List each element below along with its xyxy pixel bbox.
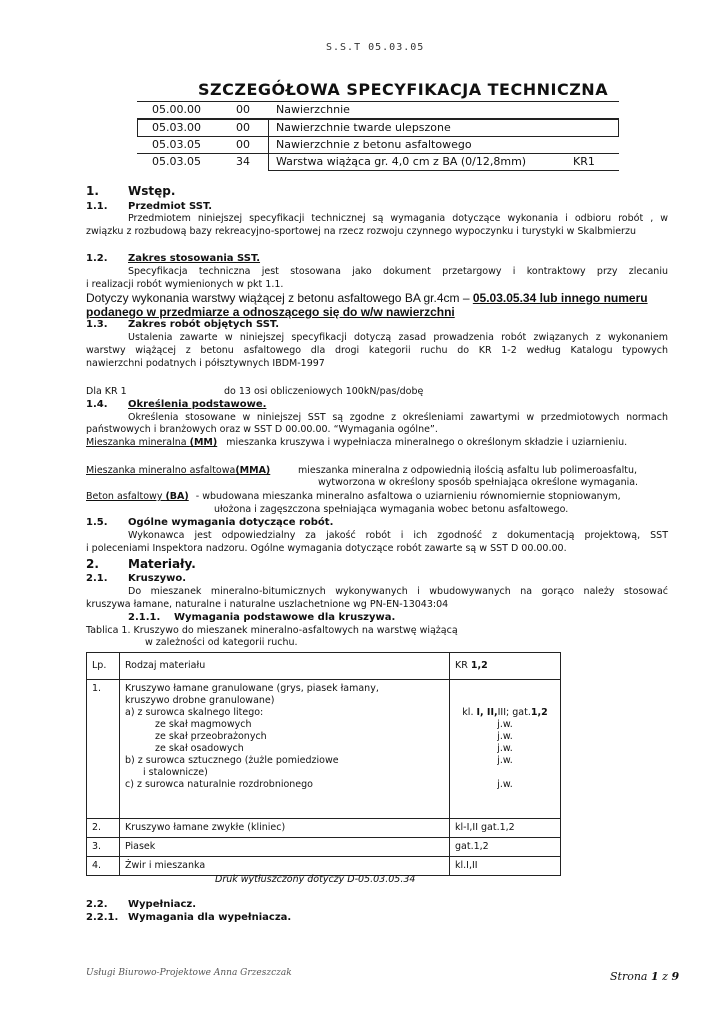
material-line: b) z surowca sztucznego (żużle pomiedziowe [125, 755, 339, 766]
cell-material: Piasek [120, 838, 450, 857]
header-material: Rodzaj materiału [120, 653, 450, 680]
paragraph-line: Ustalenia zawarte w niniejszej specyfikacji dotyczą zasad prowadzenia robót związanych z wykonaniem [128, 332, 668, 343]
page-title: SZCZEGÓŁOWA SPECYFIKACJA TECHNICZNA [198, 80, 609, 99]
cell-lp: 4. [87, 857, 120, 876]
spec-name: Warstwa wiążąca gr. 4,0 cm z BA (0/12,8mm) [276, 155, 527, 168]
traffic-category: Dla KR 1 [86, 386, 127, 397]
paragraph-line: i realizacji robót wymienionych w pkt 1.1. [86, 279, 284, 290]
paragraph-line: i poleceniami Inspektora nadzoru. Ogólne wymagania dotyczące robót zawarte są w SST D 00.00.00. [86, 543, 567, 554]
spec-cell-divider [268, 153, 269, 170]
definition-mma [86, 465, 270, 477]
subsection-title: Wymagania dla wypełniacza. [128, 912, 292, 923]
spec-cell-divider [268, 119, 269, 137]
table-row [87, 819, 561, 838]
kr-same: j.w. [497, 779, 513, 790]
header-kr-label: KR [455, 660, 471, 671]
kr-same: j.w. [497, 755, 513, 766]
paragraph-line: kruszywa łamane, naturalne i naturalne uszlachetnione wg PN-EN-13043:04 [86, 599, 449, 610]
paragraph-line: związku z rozbudową bazy rekreacyjno-sportowej na rzecz rozwoju czynnego wypoczynku i turystyki w Skalbmierzu [86, 226, 636, 237]
cell-material: Kruszywo łamane zwykłe (kliniec) [120, 819, 450, 838]
footer-company: Usługi Biurowo-Projektowe Anna Grzeszczak [86, 968, 292, 978]
spec-code: 05.03.00 [152, 121, 201, 134]
section-number: 1. [86, 184, 99, 198]
definition-abbr: (MM) [189, 437, 218, 448]
scope-note-continuation: podanego w przedmiarze a odnoszącego się do w/w nawierzchni [86, 305, 455, 319]
spec-num: 00 [236, 121, 250, 134]
definition-abbr: (MMA) [235, 465, 271, 476]
materials-table [86, 652, 561, 876]
paragraph-line: Specyfikacja techniczna jest stosowana jako dokument przetargowy i kontraktowy przy zlecaniu [128, 266, 668, 277]
definition-term: Mieszanka mineralna [86, 437, 190, 448]
cell-material: Żwir i mieszanka [120, 857, 450, 876]
paragraph-line: Przedmiotem niniejszej specyfikacji technicznej są wymagania dotyczące wykonania i odbioru robót , w [128, 213, 668, 224]
definition-text: - wbudowana mieszanka mineralno asfaltowa o uziarnieniu równomiernie stopniowanym, [195, 491, 621, 502]
cell-lp: 1. [87, 680, 120, 819]
header-lp: Lp. [87, 653, 120, 680]
cell-kr: kl.I,II [450, 857, 561, 876]
definition-term: Mieszanka mineralno asfaltowa [86, 465, 236, 476]
definition-term: Beton asfaltowy [86, 491, 166, 502]
spec-name: Nawierzchnie [276, 103, 350, 116]
definition-mm [86, 437, 627, 449]
table-caption: w zależności od kategorii ruchu. [145, 637, 298, 648]
paragraph-line: warstwy wiążącej z betonu asfaltowego dla drogi kategorii ruchu do KR 1-2 według Katalogu typowych [86, 345, 668, 356]
title-underline [137, 101, 619, 102]
subsection-title: Zakres robót objętych SST. [128, 319, 280, 330]
subsection-number: 1.1. [86, 201, 108, 212]
scope-note-text: Dotyczy wykonania warstwy wiążącej z betonu asfaltowego BA gr.4cm – [86, 291, 473, 305]
definition-ba [86, 491, 621, 503]
spec-divider [268, 170, 619, 171]
spec-divider [137, 153, 619, 154]
spec-num: 34 [236, 155, 250, 168]
subsection-title: Kruszywo. [128, 573, 186, 584]
kr-bold: I, II, [476, 707, 498, 718]
kr-same: j.w. [497, 743, 513, 754]
subsection-number: 2.1. [86, 573, 108, 584]
kr-text: kl. [462, 707, 477, 718]
table-row [87, 838, 561, 857]
subsection-number: 1.2. [86, 253, 108, 264]
material-line: Kruszywo łamane granulowane (grys, piasek łamany, [125, 683, 379, 694]
material-line: c) z surowca naturalnie rozdrobnionego [125, 779, 313, 790]
definition-text: ułożona i zagęszczona spełniająca wymagania wobec betonu asfaltowego. [214, 504, 569, 515]
subsection-title: Zakres stosowania SST. [128, 253, 261, 264]
subsection-title: Określenia podstawowe. [128, 399, 267, 410]
section-title: Wstęp. [128, 184, 176, 198]
spec-num: 00 [236, 138, 250, 151]
subsection-title: Wymagania podstawowe dla kruszywa. [174, 612, 396, 623]
definition-abbr: (BA) [165, 491, 189, 502]
subsection-number: 2.2. [86, 899, 108, 910]
paragraph-line: państwowych i branżowych oraz w SST D 00.00.00. “Wymagania ogólne”. [86, 424, 438, 435]
spec-extra: KR1 [573, 155, 595, 168]
table-row [87, 857, 561, 876]
section-number: 2. [86, 557, 99, 571]
page-current: 1 [650, 970, 659, 983]
paragraph-line: nawierzchni podatnych i półsztywnych IBDM-1997 [86, 358, 325, 369]
spec-name: Nawierzchnie twarde ulepszone [276, 121, 451, 134]
material-line: ze skał magmowych [155, 719, 252, 730]
cell-kr [450, 680, 561, 819]
paragraph-line: Do mieszanek mineralno-bitumicznych wykonywanych i wbudowywanych na gorąco należy stosować [128, 586, 668, 597]
page-separator: z [658, 970, 672, 983]
paragraph-line: Określenia stosowane w niniejszej SST są zgodne z określeniami zawartymi w przedmiotowych normach [128, 412, 668, 423]
page-number [610, 970, 679, 983]
document-code: S.S.T 05.03.05 [326, 42, 425, 53]
kr-bold: 1,2 [530, 707, 548, 718]
header-kr-value: 1,2 [470, 660, 488, 671]
spec-cell-divider [268, 137, 269, 153]
cell-kr: kl-I,II gat.1,2 [450, 819, 561, 838]
material-line: ze skał osadowych [155, 743, 244, 754]
subsection-number: 2.2.1. [86, 912, 119, 923]
section-title: Materiały. [128, 557, 196, 571]
material-line: i stalownicze) [143, 767, 208, 778]
material-line: kruszywo drobne granulowane) [125, 695, 275, 706]
subsection-number: 1.3. [86, 319, 108, 330]
material-line: a) z surowca skalnego litego: [125, 707, 264, 718]
cell-lp: 3. [87, 838, 120, 857]
table-note: Druk wytłuszczony dotyczy D-05.03.05.34 [215, 874, 416, 885]
page-total: 9 [671, 970, 680, 983]
definition-text: wytworzona w określony sposób spełniająca określone wymagania. [318, 477, 639, 488]
spec-code: 05.00.00 [152, 103, 201, 116]
subsection-title: Wypełniacz. [128, 899, 197, 910]
spec-code: 05.03.05 [152, 155, 201, 168]
paragraph-line: Wykonawca jest odpowiedzialny za jakość robót i ich zgodność z dokumentacją projektową, SST [128, 530, 668, 541]
subsection-number: 1.4. [86, 399, 108, 410]
kr-text: III; gat. [497, 707, 531, 718]
page-label: Strona [610, 970, 651, 983]
kr-same: j.w. [497, 731, 513, 742]
scope-note [86, 291, 648, 305]
material-line: ze skał przeobrażonych [155, 731, 267, 742]
subsection-title: Przedmiot SST. [128, 201, 213, 212]
header-kr [450, 653, 561, 680]
table-caption: Tablica 1. Kruszywo do mieszanek mineralno-asfaltowych na warstwę wiążącą [86, 625, 458, 636]
definition-text: mieszanka mineralna z odpowiednią ilością asfaltu lub polimeroasfaltu, [298, 465, 638, 476]
subsection-number: 1.5. [86, 517, 108, 528]
kr-classification [455, 707, 555, 719]
spec-code: 05.03.05 [152, 138, 201, 151]
spec-name: Nawierzchnie z betonu asfaltowego [276, 138, 472, 151]
cell-kr: gat.1,2 [450, 838, 561, 857]
subsection-title: Ogólne wymagania dotyczące robót. [128, 517, 334, 528]
traffic-axle-load: do 13 osi obliczeniowych 100kN/pas/dobę [224, 386, 424, 397]
kr-same: j.w. [497, 719, 513, 730]
cell-lp: 2. [87, 819, 120, 838]
table-header-row [87, 653, 561, 680]
subsection-number: 2.1.1. [128, 612, 161, 623]
scope-note-code: 05.03.05.34 lub innego numeru [472, 291, 648, 305]
cell-material [120, 680, 450, 819]
definition-text: mieszanka kruszywa i wypełniacza mineralnego o określonym składzie i uziarnieniu. [226, 437, 628, 448]
table-row [87, 680, 561, 819]
spec-num: 00 [236, 103, 250, 116]
